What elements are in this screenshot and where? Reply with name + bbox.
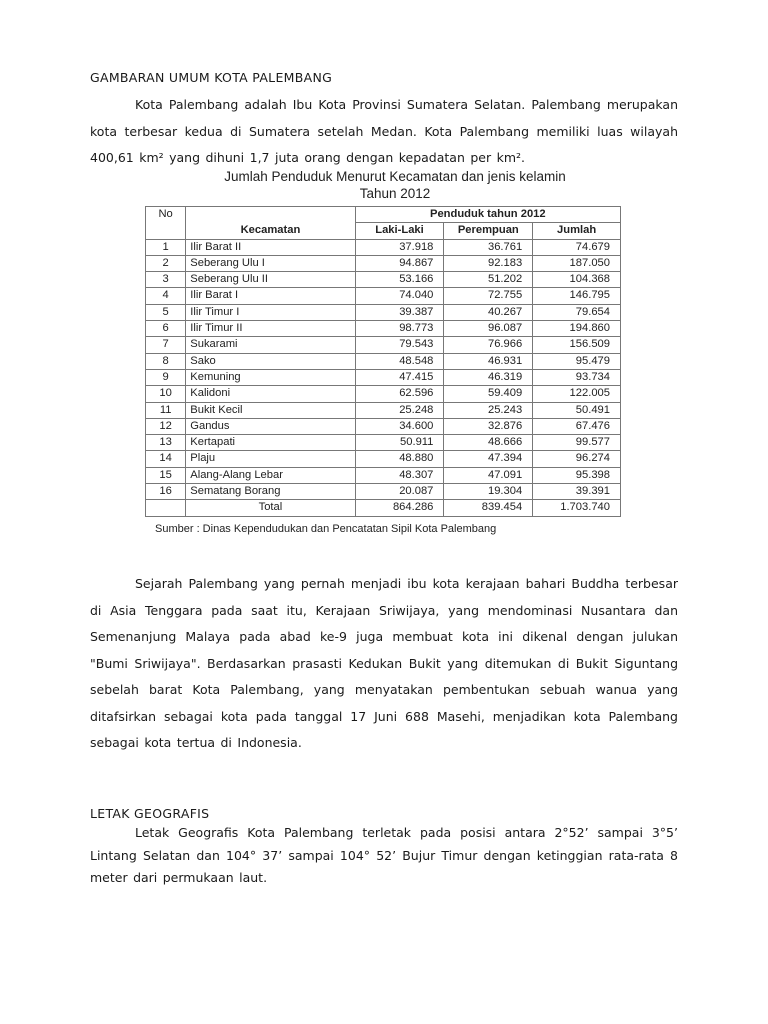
cell-total-jumlah: 1.703.740 bbox=[533, 500, 621, 516]
table-row bbox=[146, 337, 621, 353]
cell-laki: 34.600 bbox=[355, 418, 444, 434]
col-header-perempuan: Perempuan bbox=[444, 223, 533, 239]
cell-perempuan: 46.319 bbox=[444, 369, 533, 385]
cell-kecamatan: Sako bbox=[186, 353, 355, 369]
col-header-no: No bbox=[146, 207, 186, 240]
cell-total-no bbox=[146, 500, 186, 516]
col-header-kecamatan: Kecamatan bbox=[186, 207, 355, 240]
cell-kecamatan: Ilir Barat II bbox=[186, 239, 355, 255]
table-row bbox=[146, 321, 621, 337]
table-row bbox=[146, 484, 621, 500]
cell-no: 4 bbox=[146, 288, 186, 304]
table-row bbox=[146, 467, 621, 483]
table-title bbox=[145, 168, 625, 202]
table-row bbox=[146, 435, 621, 451]
cell-perempuan: 32.876 bbox=[444, 418, 533, 434]
cell-jumlah: 95.398 bbox=[533, 467, 621, 483]
cell-no: 1 bbox=[146, 239, 186, 255]
cell-perempuan: 92.183 bbox=[444, 255, 533, 271]
table-row bbox=[146, 255, 621, 271]
paragraph-geography bbox=[90, 822, 678, 890]
cell-total-laki: 864.286 bbox=[355, 500, 444, 516]
cell-kecamatan: Sematang Borang bbox=[186, 484, 355, 500]
cell-jumlah: 50.491 bbox=[533, 402, 621, 418]
cell-no: 6 bbox=[146, 321, 186, 337]
cell-jumlah: 156.509 bbox=[533, 337, 621, 353]
cell-kecamatan: Sukarami bbox=[186, 337, 355, 353]
cell-no: 15 bbox=[146, 467, 186, 483]
col-header-laki: Laki-Laki bbox=[355, 223, 444, 239]
table-row bbox=[146, 386, 621, 402]
cell-kecamatan: Seberang Ulu I bbox=[186, 255, 355, 271]
cell-jumlah: 104.368 bbox=[533, 272, 621, 288]
cell-laki: 25.248 bbox=[355, 402, 444, 418]
cell-kecamatan: Ilir Timur I bbox=[186, 304, 355, 320]
table-row bbox=[146, 353, 621, 369]
cell-kecamatan: Ilir Barat I bbox=[186, 288, 355, 304]
cell-no: 9 bbox=[146, 369, 186, 385]
cell-jumlah: 74.679 bbox=[533, 239, 621, 255]
cell-laki: 48.307 bbox=[355, 467, 444, 483]
cell-no: 12 bbox=[146, 418, 186, 434]
cell-no: 14 bbox=[146, 451, 186, 467]
cell-total-label: Total bbox=[186, 500, 355, 516]
table-row bbox=[146, 288, 621, 304]
cell-kecamatan: Bukit Kecil bbox=[186, 402, 355, 418]
cell-jumlah: 95.479 bbox=[533, 353, 621, 369]
population-table-figure bbox=[145, 168, 625, 535]
cell-jumlah: 93.734 bbox=[533, 369, 621, 385]
cell-perempuan: 96.087 bbox=[444, 321, 533, 337]
cell-jumlah: 67.476 bbox=[533, 418, 621, 434]
paragraph-history-text: Sejarah Palembang yang pernah menjadi ibu kota kerajaan bahari Buddha terbesar di Asia Tenggara pada saat itu, Kerajaan Sriwijaya, yang mendominasi Nusantara dan Semenanjung Malaya pada abad ke-9 juga membuat kota ini dikenal dengan julukan "Bumi Sriwijaya". Berdasarkan prasasti Kedukan Bukit yang ditemukan di Bukit Siguntang sebelah barat Kota Palembang, yang menyatakan pembentukan sebuah wanua yang ditafsirkan sebagai kota pada tanggal 17 Juni 688 Masehi, menjadikan kota Palembang sebagai kota tertua di Indonesia. bbox=[90, 576, 678, 750]
cell-laki: 94.867 bbox=[355, 255, 444, 271]
section-heading-letak-geografis: LETAK GEOGRAFIS bbox=[90, 806, 210, 821]
cell-laki: 62.596 bbox=[355, 386, 444, 402]
table-body bbox=[146, 239, 621, 516]
table-row bbox=[146, 451, 621, 467]
cell-laki: 53.166 bbox=[355, 272, 444, 288]
col-header-group: Penduduk tahun 2012 bbox=[355, 207, 620, 223]
table-row bbox=[146, 239, 621, 255]
cell-no: 2 bbox=[146, 255, 186, 271]
table-row bbox=[146, 304, 621, 320]
cell-no: 8 bbox=[146, 353, 186, 369]
cell-no: 11 bbox=[146, 402, 186, 418]
paragraph-history bbox=[90, 571, 678, 757]
table-row bbox=[146, 402, 621, 418]
table-header-row-1 bbox=[146, 207, 621, 223]
cell-jumlah: 146.795 bbox=[533, 288, 621, 304]
cell-perempuan: 72.755 bbox=[444, 288, 533, 304]
cell-laki: 39.387 bbox=[355, 304, 444, 320]
table-row bbox=[146, 418, 621, 434]
population-table bbox=[145, 206, 621, 517]
paragraph-intro bbox=[90, 92, 678, 172]
cell-laki: 20.087 bbox=[355, 484, 444, 500]
cell-perempuan: 46.931 bbox=[444, 353, 533, 369]
cell-perempuan: 76.966 bbox=[444, 337, 533, 353]
cell-kecamatan: Plaju bbox=[186, 451, 355, 467]
cell-kecamatan: Kertapati bbox=[186, 435, 355, 451]
cell-jumlah: 187.050 bbox=[533, 255, 621, 271]
table-row bbox=[146, 369, 621, 385]
cell-laki: 47.415 bbox=[355, 369, 444, 385]
cell-kecamatan: Seberang Ulu II bbox=[186, 272, 355, 288]
cell-perempuan: 59.409 bbox=[444, 386, 533, 402]
table-row bbox=[146, 272, 621, 288]
cell-kecamatan: Alang-Alang Lebar bbox=[186, 467, 355, 483]
cell-no: 5 bbox=[146, 304, 186, 320]
cell-kecamatan: Kemuning bbox=[186, 369, 355, 385]
cell-no: 16 bbox=[146, 484, 186, 500]
cell-laki: 79.543 bbox=[355, 337, 444, 353]
table-title-line1: Jumlah Penduduk Menurut Kecamatan dan jenis kelamin bbox=[224, 169, 566, 184]
table-total-row bbox=[146, 500, 621, 516]
cell-perempuan: 19.304 bbox=[444, 484, 533, 500]
cell-kecamatan: Ilir Timur II bbox=[186, 321, 355, 337]
cell-kecamatan: Gandus bbox=[186, 418, 355, 434]
cell-jumlah: 96.274 bbox=[533, 451, 621, 467]
cell-laki: 74.040 bbox=[355, 288, 444, 304]
cell-laki: 48.548 bbox=[355, 353, 444, 369]
cell-total-perempuan: 839.454 bbox=[444, 500, 533, 516]
cell-no: 10 bbox=[146, 386, 186, 402]
cell-kecamatan: Kalidoni bbox=[186, 386, 355, 402]
table-source-note: Sumber : Dinas Kependudukan dan Pencatatan Sipil Kota Palembang bbox=[155, 522, 497, 535]
cell-perempuan: 25.243 bbox=[444, 402, 533, 418]
cell-no: 7 bbox=[146, 337, 186, 353]
paragraph-intro-text: Kota Palembang adalah Ibu Kota Provinsi Sumatera Selatan. Palembang merupakan kota terbesar kedua di Sumatera setelah Medan. Kota Palembang memiliki luas wilayah 400,61 km² yang dihuni 1,7 juta orang dengan kepadatan per km². bbox=[90, 97, 678, 165]
cell-perempuan: 40.267 bbox=[444, 304, 533, 320]
cell-laki: 48.880 bbox=[355, 451, 444, 467]
cell-jumlah: 39.391 bbox=[533, 484, 621, 500]
cell-jumlah: 79.654 bbox=[533, 304, 621, 320]
cell-laki: 37.918 bbox=[355, 239, 444, 255]
table-title-line2: Tahun 2012 bbox=[359, 186, 431, 201]
cell-no: 13 bbox=[146, 435, 186, 451]
cell-perempuan: 36.761 bbox=[444, 239, 533, 255]
cell-perempuan: 51.202 bbox=[444, 272, 533, 288]
cell-jumlah: 122.005 bbox=[533, 386, 621, 402]
cell-jumlah: 194.860 bbox=[533, 321, 621, 337]
paragraph-geography-text: Letak Geografis Kota Palembang terletak pada posisi antara 2°52’ sampai 3°5’ Lintang Selatan dan 104° 37’ sampai 104° 52’ Bujur Timur dengan ketinggian rata-rata 8 meter dari permukaan laut. bbox=[90, 825, 678, 885]
cell-laki: 50.911 bbox=[355, 435, 444, 451]
cell-perempuan: 47.091 bbox=[444, 467, 533, 483]
cell-no: 3 bbox=[146, 272, 186, 288]
section-heading-gambaran-umum: GAMBARAN UMUM KOTA PALEMBANG bbox=[90, 70, 333, 85]
col-header-jumlah: Jumlah bbox=[533, 223, 621, 239]
cell-laki: 98.773 bbox=[355, 321, 444, 337]
cell-perempuan: 48.666 bbox=[444, 435, 533, 451]
cell-perempuan: 47.394 bbox=[444, 451, 533, 467]
cell-jumlah: 99.577 bbox=[533, 435, 621, 451]
